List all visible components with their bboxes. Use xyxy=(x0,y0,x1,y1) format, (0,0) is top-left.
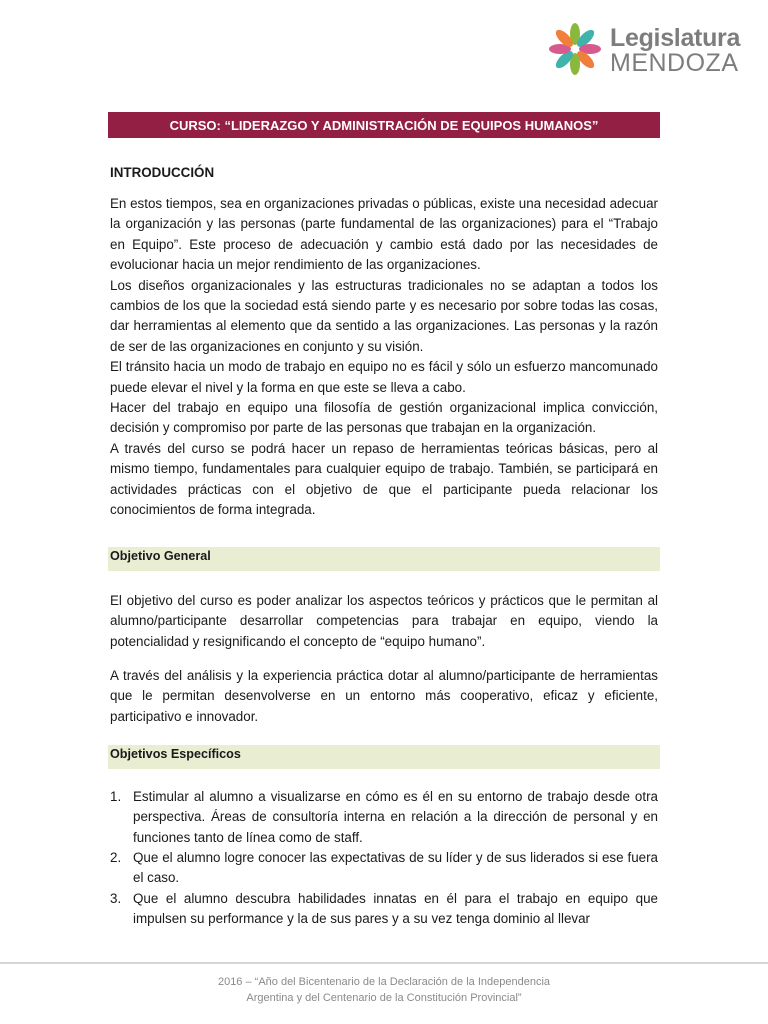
list-item xyxy=(110,848,658,889)
objetivo-general-body xyxy=(110,591,658,652)
objetivo-general-heading xyxy=(108,547,660,571)
footer-divider xyxy=(0,962,768,964)
intro-paragraph: A través del curso se podrá hacer un repaso de herramientas teóricas básicas, pero al mismo tiempo, fundamentales para cualquier equipo de trabajo. También, se participará en actividades prácticas con el objetivo de que el participante pueda relacionar los conocimientos de forma integrada. xyxy=(110,440,658,518)
footer-line-2: Argentina y del Centenario de la Constitución Provincial” xyxy=(246,992,522,1004)
list-item-text: Estimular al alumno a visualizarse en cómo es él en su entorno de trabajo desde otra perspectiva. Áreas de consultoría interna en relación a la dirección de personal y en funciones tanto de línea como de staff. xyxy=(133,789,658,845)
objetivo-general-paragraph: El objetivo del curso es poder analizar los aspectos teóricos y prácticos que le permitan al alumno/participante desarrollar competencias para trabajar en equipo, viendo la potencialidad y resignificando el concepto de “equipo humano”. xyxy=(110,593,658,649)
objetivos-especificos-heading-text: Objetivos Específicos xyxy=(110,747,241,761)
flower-logo-icon xyxy=(548,22,602,76)
list-item-text: Que el alumno logre conocer las expectativas de su líder y de sus liderados si ese fuera el caso. xyxy=(133,850,658,886)
list-item-number: 1. xyxy=(110,789,122,804)
legislatura-mendoza-logo xyxy=(548,22,741,78)
intro-body xyxy=(110,194,658,521)
list-item-number: 3. xyxy=(110,891,122,906)
objetivo-general-paragraph: A través del análisis y la experiencia práctica dotar al alumno/participante de herramientas que le permitan desenvolverse en un entorno más cooperativo, eficaz y eficiente, participativo e innovador. xyxy=(110,668,658,724)
logo-text-legislatura: Legislatura xyxy=(610,24,741,52)
list-item xyxy=(110,889,658,930)
list-item xyxy=(110,787,658,848)
logo-text-mendoza: MENDOZA xyxy=(610,49,739,77)
course-title: CURSO: “LIDERAZGO Y ADMINISTRACIÓN DE EQUIPOS HUMANOS” xyxy=(169,117,599,133)
list-item-text: Que el alumno descubra habilidades innatas en él para el trabajo en equipo que impulsen su performance y la de sus pares y a su vez tenga dominio al llevar xyxy=(133,891,658,927)
intro-paragraph: En estos tiempos, sea en organizaciones privadas o públicas, existe una necesidad adecuar la organización y las personas (parte fundamental de las organizaciones) para el “Trabajo en Equipo”. Este proceso de adecuación y cambio está dado por las necesidades de evolucionar hacia un mejor rendimiento de las organizaciones. xyxy=(110,196,658,273)
course-title-banner xyxy=(108,112,660,138)
footer-line-1: 2016 – “Año del Bicentenario de la Declaración de la Independencia xyxy=(217,976,551,988)
objetivo-general-body-2 xyxy=(110,666,658,727)
intro-paragraph: Hacer del trabajo en equipo una filosofía de gestión organizacional implica convicción, decisión y compromiso por parte de las personas que trabajan en la organización. xyxy=(110,400,658,436)
intro-paragraph: El tránsito hacia un modo de trabajo en equipo no es fácil y sólo un esfuerzo mancomunado puede elevar el nivel y la forma en que este se lleva a cabo. xyxy=(110,359,658,395)
intro-heading: INTRODUCCIÓN xyxy=(110,165,215,180)
footer xyxy=(0,974,768,1006)
list-item-number: 2. xyxy=(110,850,122,865)
objetivo-general-heading-text: Objetivo General xyxy=(110,549,211,563)
intro-paragraph: Los diseños organizacionales y las estructuras tradicionales no se adaptan a todos los cambios de los que la sociedad está siendo parte y es necesario por sobre todas las cosas, dar herramientas al elemento que da sentido a las organizaciones. Las personas y la razón de ser de las organizaciones en conjunto y su visión. xyxy=(110,277,658,354)
objetivos-especificos-heading xyxy=(108,745,660,769)
